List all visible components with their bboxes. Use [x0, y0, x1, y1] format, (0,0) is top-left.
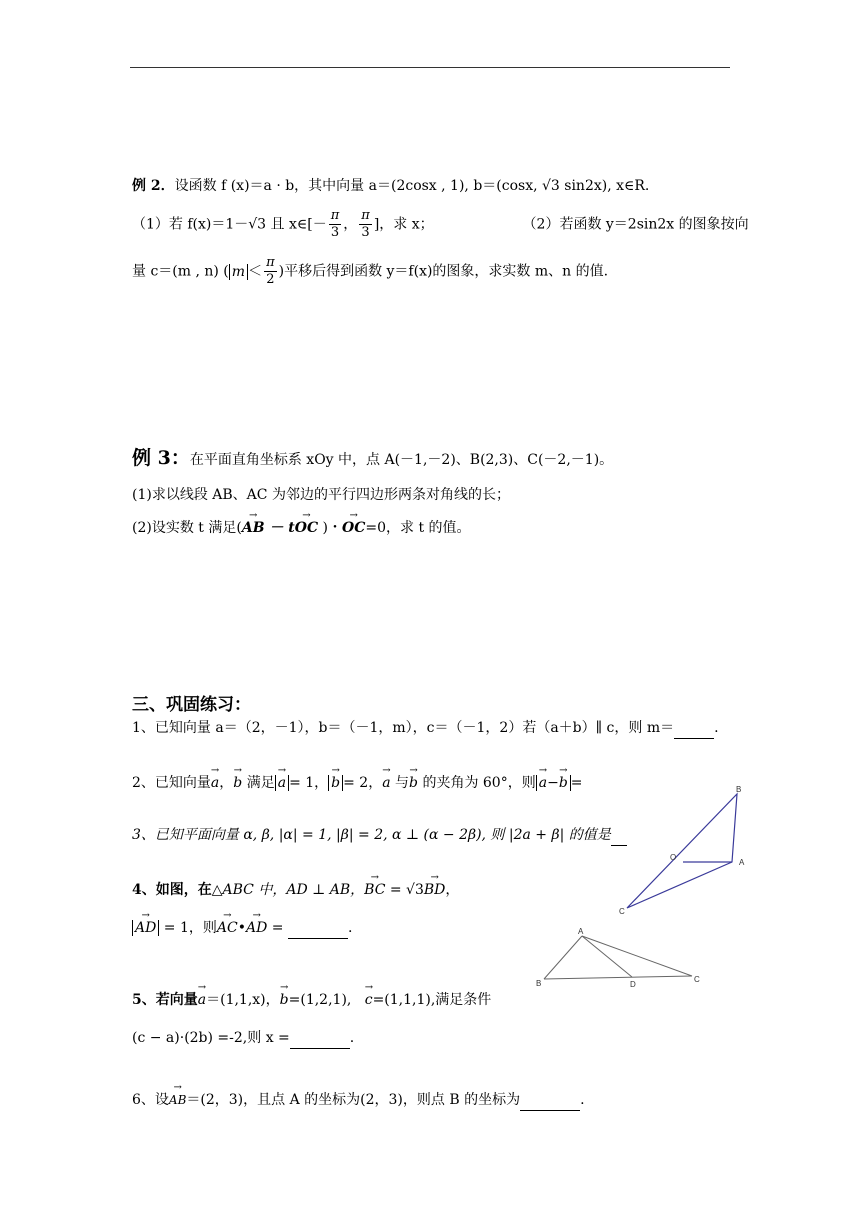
ex2-line1-text: 设函数 f (x)＝a · b，其中向量 a＝(2cosx , 1), b＝(cosx, √3 sin2x), x∈R. — [174, 178, 650, 194]
comma: ， — [445, 882, 460, 898]
problem-2: 2、已知向量→ a，→ b 满足→ a = 1，→ b = 2，→ a 与→ b 的夹角为 60°，则→ a−→ b = — [132, 773, 583, 793]
vector-ab: → AB — [169, 1090, 186, 1110]
segment-bc — [544, 976, 692, 979]
vector-a: → a — [211, 773, 219, 793]
vector-a-2: → a — [382, 773, 390, 793]
label-c: C — [619, 907, 625, 916]
ex2-line2-part2: ]，求 x； — [373, 216, 434, 233]
ex2-line2-part1: （1）若 f(x)＝1－√3 且 x∈[－ — [132, 216, 327, 233]
vector-b-3: → b — [559, 773, 568, 793]
label-c: C — [694, 975, 700, 984]
ex2-line3-part2: )平移后得到函数 y＝f(x)的图象，求实数 m、n 的值. — [278, 263, 609, 280]
vector-ac: → AC — [217, 918, 238, 938]
label-d: D — [630, 980, 636, 989]
p5-pre: 5、若向量 — [132, 992, 198, 1008]
problem-1-text: 1、已知向量 a＝（2，－1），b＝（－1，m），c＝（－1，2）若（a＋b）∥ c，则 m＝ — [132, 720, 675, 736]
segment-ac — [582, 936, 692, 976]
ex2-line1 — [132, 176, 649, 196]
section-title: 三、巩固练习： — [132, 695, 251, 715]
p2-eq1: = 1， — [289, 775, 329, 791]
fraction-pi-3-b: $\frac{\pi}{3}$ — [361, 208, 370, 240]
comma: ， — [343, 216, 358, 233]
period: . — [580, 1092, 585, 1108]
answer-blank-5[interactable] — [290, 1028, 350, 1049]
p4-line2: = 1，则 — [159, 920, 217, 936]
period: . — [714, 720, 719, 736]
vector-ab: → AB — [242, 518, 265, 538]
dot: • — [237, 920, 246, 936]
triangle-figure-2 — [530, 924, 705, 994]
p5-bval: =(1,2,1), — [288, 992, 352, 1008]
p2-angle: 的夹角为 60°，则 — [418, 775, 536, 791]
p6-text: ＝(2，3)，且点 A 的坐标为(2，3)，则点 B 的坐标为 — [186, 1092, 521, 1108]
p2-eq2: = 2， — [343, 775, 383, 791]
dot: )・ — [318, 520, 343, 536]
vector-ad-2: → AD — [246, 918, 267, 938]
p5-cval: =(1,1,1),满足条件 — [372, 992, 492, 1008]
ex3-q2-pre: (2)设实数 t 满足( — [132, 520, 242, 536]
fraction-pi-2: $\frac{\pi}{2}$ — [266, 255, 275, 287]
vector-b-2: → b — [409, 773, 418, 793]
comma: ， — [219, 775, 234, 791]
problem-4-line2 — [132, 918, 352, 939]
problem-4-line1 — [132, 880, 459, 900]
p4-pre: 4、如图，在 — [132, 882, 212, 898]
problem-3-text: 3、已知平面向量 α, β, |α| = 1, |β| = 2, α ⊥ (α − 2β), 则 |2a + β| 的值是 — [132, 827, 611, 843]
ex3-q1: (1)求以线段 AB、AC 为邻边的平行四边形两条对角线的长； — [132, 487, 510, 503]
less-than: ＜ — [248, 263, 263, 280]
ex3-q2 — [132, 518, 471, 538]
label-o: O — [670, 853, 677, 862]
problem-1 — [132, 718, 719, 739]
vector-b-abs: → b — [331, 773, 340, 793]
ex3-text: 在平面直角坐标系 xOy 中，点 A(－1,－2)、B(2,3)、C(－2,－1)。 — [189, 452, 614, 468]
triangle-abc: △ABC — [211, 882, 254, 898]
p4-end: = — [267, 920, 288, 936]
vector-oc: → OC — [295, 518, 318, 538]
ex2-label: 例 2． — [132, 178, 175, 194]
p4-mid: 中，AD ⊥ AB， — [253, 882, 365, 898]
segment-ab — [544, 936, 582, 979]
p2-and: 与 — [390, 775, 410, 791]
answer-blank-4[interactable] — [288, 918, 348, 939]
ex2-line2 — [132, 208, 749, 241]
ex3-label: 例 3： — [132, 447, 190, 469]
p2-end: = — [570, 775, 583, 791]
vector-c: → c — [365, 990, 373, 1010]
triangle-figure-1 — [615, 780, 765, 920]
problem-5-line2 — [132, 1028, 354, 1049]
header-rule — [130, 67, 730, 68]
ex3-line1 — [132, 448, 613, 470]
vector-oc-2: → OC — [342, 518, 365, 538]
vector-a-3: → a — [539, 773, 547, 793]
vector-a-abs: → a — [278, 773, 286, 793]
answer-blank-6[interactable] — [520, 1090, 580, 1111]
triangle-abc-outline — [627, 794, 737, 908]
p5-line2: (c − a)·(2b) =-2,则 x = — [132, 1030, 290, 1046]
label-b: B — [736, 785, 742, 794]
label-a: A — [578, 927, 584, 936]
p2-pre: 2、已知向量 — [132, 775, 211, 791]
abs-m: m — [229, 264, 248, 280]
vector-bd: → BD — [424, 880, 446, 900]
vector-b: → b — [280, 990, 289, 1010]
ex2-line3-part1: 量 c＝(m , n) ( — [132, 263, 229, 280]
p5-aval: ＝(1,1,x)， — [206, 992, 280, 1008]
problem-6 — [132, 1090, 585, 1111]
p4-eq: = √3 — [385, 882, 424, 898]
segment-ad — [582, 936, 632, 977]
vector-bc: → BC — [364, 880, 385, 900]
answer-blank-1[interactable] — [674, 718, 714, 739]
ex2-line3 — [132, 255, 608, 288]
fraction-pi-3-a: $\frac{\pi}{3}$ — [330, 208, 340, 240]
minus-t: － t — [264, 520, 295, 536]
ex3-q2-post: =0，求 t 的值。 — [365, 520, 471, 536]
problem-3 — [132, 825, 627, 846]
vector-a: → a — [198, 990, 206, 1010]
period: . — [349, 1030, 355, 1046]
vector-b: → b — [233, 773, 242, 793]
ex2-line2-part3: （2）若函数 y＝2sin2x 的图象按向 — [522, 216, 749, 233]
p6-pre: 6、设 — [132, 1092, 169, 1108]
label-b: B — [536, 979, 542, 988]
p2-mid: 满足 — [242, 775, 275, 791]
problem-5-line1 — [132, 990, 491, 1010]
vector-ad: → AD — [135, 918, 156, 938]
period: . — [347, 920, 353, 936]
label-a: A — [739, 858, 745, 867]
